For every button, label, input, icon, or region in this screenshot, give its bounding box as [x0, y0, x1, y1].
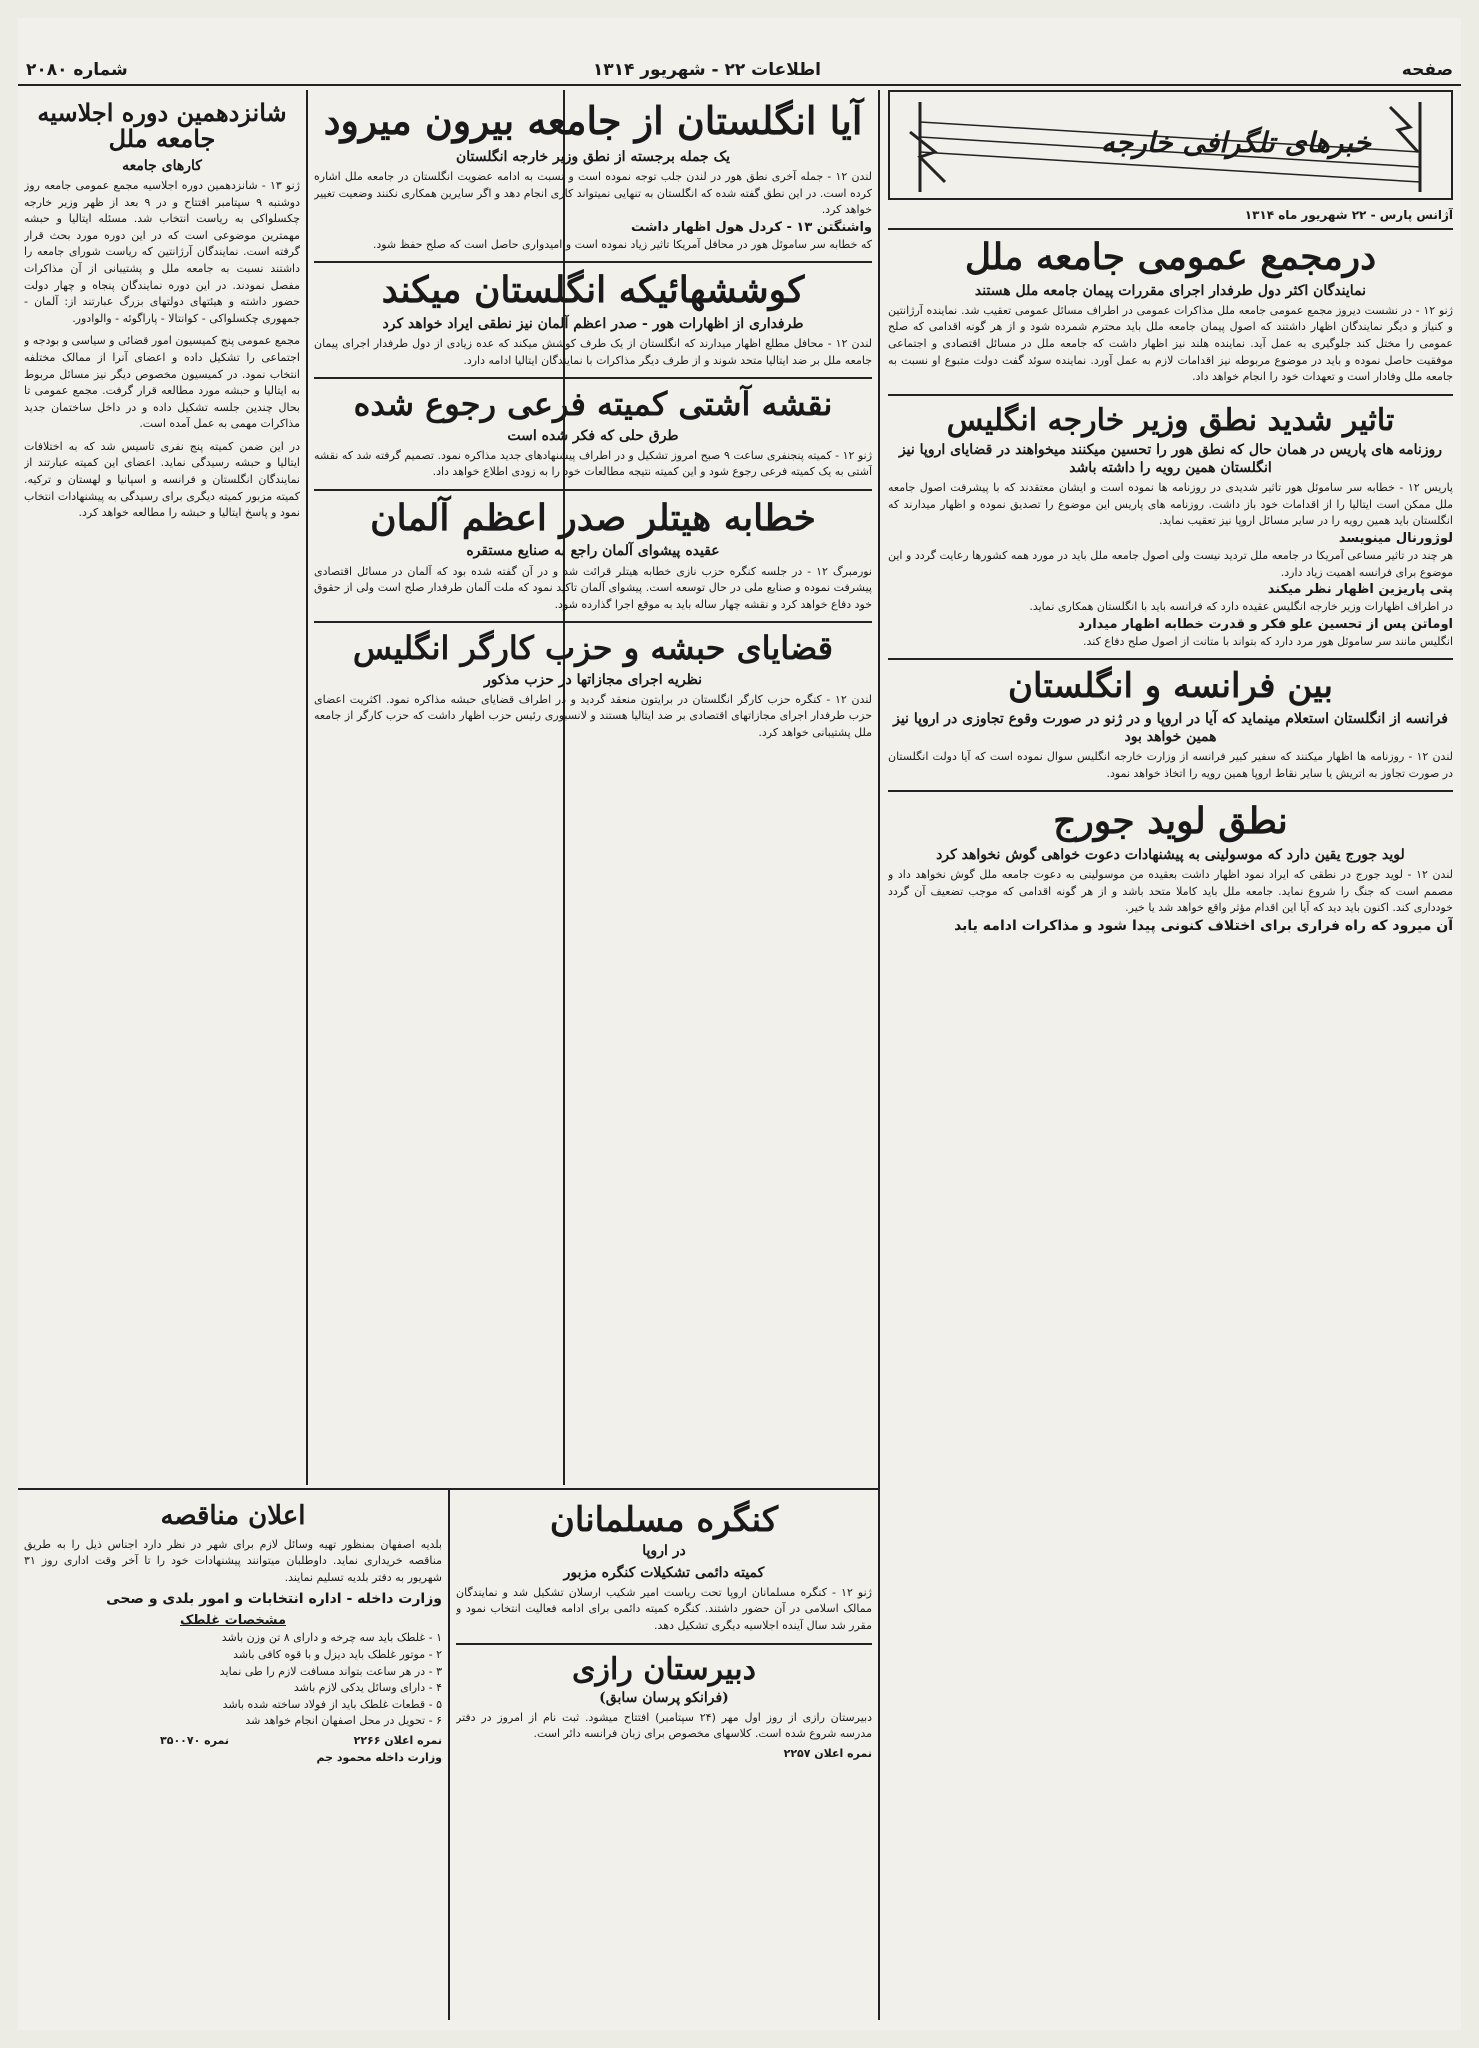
headline-hoare-speech: تاثیر شدید نطق وزیر خارجه انگلیس [946, 402, 1395, 438]
tender-body: بلدیه اصفهان بمنظور تهیه وسائل لازم برای شهر در نظر دارد اجناس ذیل را به طریق مناقصه خریداری نماید. داوطلبان میتوانند پیشنهادات خود را تا آخر وقت اداری روز ۳۱ شهریور به دفتر بلدیه تسلیم نمایند. [24, 1537, 442, 1584]
subsection-lejournal: لوژورنال مینویسد [1338, 530, 1453, 546]
headline-hitler-speech: خطابه هیتلر صدر اعظم آلمان [370, 496, 816, 539]
spec-item: ۴ - دارای وسائل یدکی لازم باشد [293, 1681, 442, 1695]
subhead-lloyd-george: لوید جورج یقین دارد که موسولینی به پیشنهادات دعوت خواهی گوش نخواهد کرد [936, 846, 1405, 863]
page-label: صفحه [1401, 60, 1453, 80]
subsection-petit-parisien: پتی پاریزین اظهار نظر میکند [1267, 582, 1453, 598]
spec-item: ۱ - غلطک باید سه چرخه و دارای ۸ تن وزن باشد [221, 1631, 442, 1645]
article-lloyd-george-end: آن میرود که راه فراری برای اختلاف کنونی پیدا شود و مذاکرات ادامه یابد [954, 917, 1453, 934]
section-title: خبرهای تلگرافی خارجه [1100, 126, 1371, 159]
issue-number: شماره ۲۰۸۰ [26, 60, 128, 80]
headline-assembly: درمجمع عمومی جامعه ملل [964, 236, 1377, 278]
tender-title: اعلان مناقصه [160, 1501, 306, 1531]
article-le-matin: انگلیس مانند سر ساموئل هور مرد دارد که بتواند با متانت از اصول صلح دفاع کند. [1082, 634, 1453, 648]
article-lejournal: هر چند در تاثیر مساعی آمریکا در جامعه ملل تردید نیست ولی اصول جامعه ملل باید در مورد همه کشورها رعایت گردد و این موضوع برای فرانسه اهمیت زیاد دارد. [888, 548, 1453, 579]
article-peace-plan: ژنو ۱۲ - کمیته پنجنفری ساعت ۹ صبح امروز تشکیل و در اطراف پیشنهادهای جدید مذاکره نمود. تصمیم گرفته شد که نقشه آشتی به یک کمیته فرعی رجوع شود و این کمیته نتیجه مطالعات خود را به زودی اطلاع خواهد داد. [314, 448, 872, 479]
foreign-news-column [888, 90, 1453, 2020]
subhead-assembly: نمایندگان اکثر دول طرفدار اجرای مقررات پیمان جامعه ملل هستند [974, 282, 1367, 299]
headline-england-efforts: کوششهائیکه انگلستان میکند [381, 269, 805, 312]
column-rule [448, 1490, 450, 2020]
headline-muslim-congress: کنگره مسلمانان [549, 1500, 779, 1540]
league-session-column [24, 90, 300, 1485]
tender-notice [24, 1496, 442, 2016]
spec-item: ۲ - موتور غلطک باید دیزل و با قوه کافی باشد [233, 1647, 442, 1661]
subhead-razi-school: (فرانکو پرسان سابق) [599, 1689, 729, 1706]
subhead-hoare-speech: روزنامه های پاریس در همان حال که نطق هور را تحسین میکنند میخواهند در قضایای اروپا نیز انگلستان همین رویه را داشته باشد [898, 441, 1443, 476]
subhead-england-league: یک جمله برجسته از نطق وزیر خارجه انگلستان [455, 148, 731, 165]
specs-title: مشخصات غلطک [179, 1613, 287, 1629]
newspaper-page [18, 18, 1461, 2030]
article-france-england: لندن ۱۲ - روزنامه ها اظهار میکنند که سفیر کبیر فرانسه از وزارت خارجه انگلیس سوال نموده است که آیا دولت انگلستان در صورت تجاوز به اتریش یا سایر نقاط اروپا همین رویه را اتخاذ خواهد نمود. [888, 750, 1453, 780]
agency-line: آژانس پارس - ۲۲ شهریور ماه ۱۳۱۴ [1244, 208, 1453, 222]
spec-item: ۶ - تحویل در محل اصفهان انجام خواهد شد [245, 1714, 442, 1728]
school-notice-number: نمره اعلان ۲۲۵۷ [783, 1746, 872, 1760]
congress-school-column [456, 1496, 872, 2016]
subhead-england-efforts: طرفداری از اظهارات هور - صدر اعظم آلمان نیز نطقی ایراد خواهد کرد [382, 315, 804, 332]
article-sixteenth-session: ژنو ۱۳ - شانزدهمین دوره اجلاسیه مجمع عمومی جامعه روز دوشنبه ۹ سپتامبر افتتاح و در ۹ بعد از ظهر وزیر خارجه چکسلواکی به ریاست انتخاب شد. مسئله ایتالیا و حبشه مهمترین موضوعی است که در این دوره مورد بحث قرار گرفته است. نمایندگان آرژانتین که ریاست شورای جامعه را داشتند نسبت به جامعه ملل و پشتیبانی از آن مذاکرات مفصل نمودند. در این دوره نمایندگان پنجاه و چهار دولت حضور داشته و هیئتهای دولتهای بزرگ عبارتند از: آلمان - جمهوری چکسلواکی - کوانتالا - پاراگوئه - والوادور. [24, 178, 300, 325]
article-england-league: لندن ۱۲ - جمله آخری نطق هور در لندن جلب توجه نموده است و نسبت به ادامه عضویت انگلستان در جامعه ملل اشاره کرده است. در این نطق گفته شده که انگلستان به تنهایی نمیتواند کاری انجام دهد و اگر سایرین همکاری نکنند وضعیت تغییر خواهد کرد. [314, 169, 872, 217]
article-petit-parisien: در اطراف اظهارات وزیر خارجه انگلیس عقیده دارد که فرانسه باید با انگلستان همکاری نماید. [1029, 600, 1453, 614]
headline-labour-party: قضایای حبشه و حزب کارگر انگلیس [352, 629, 834, 668]
subhead-permanent-committee: کمیته دائمی تشکیلات کنگره مزبور [563, 1564, 765, 1581]
spec-item: ۵ - قطعات غلطک باید از فولاد ساخته شده باشد [222, 1697, 442, 1711]
subhead-europe: در اروپا [642, 1543, 686, 1560]
subsection-le-matin: اوماتن پس از تحسین علو فکر و قدرت خطابه اظهار میدارد [1078, 616, 1453, 632]
headline-razi-school: دبیرستان رازی [572, 1651, 756, 1687]
column-rule [878, 90, 880, 2020]
headline-france-england: بین فرانسه و انگلستان [1008, 666, 1333, 707]
tender-footer [24, 1734, 442, 1747]
article-hoare-speech: پاریس ۱۲ - خطابه سر ساموئل هور تاثیر شدیدی در روزنامه ها نموده است و ایشان معتقدند که با پیشرفت اصول جامعه ملل ممکن است ایتالیا را از اقدامات خود باز داشت. روزنامه های پاریس این موضوع را تصدیق نموده و اظهار میدارند که انگلستان باید همین رویه را در سایر مسائل اروپا نیز تعقیب نماید. [888, 481, 1453, 528]
column-rule [306, 90, 308, 1485]
tender-signature: وزارت داخله محمود جم [316, 1750, 442, 1764]
subhead-labour-party: نظریه اجرای مجازاتها در حزب مذکور [483, 671, 703, 688]
tender-reference: نمره ۳۵۰۰۷۰ [160, 1733, 229, 1747]
article-sixteenth-session-2: مجمع عمومی پنج کمیسیون امور قضائی و سیاسی و بودجه و اجتماعی را تشکیل داده و اعضای آنرا از ممالک مختلفه انتخاب نمود. در کمیسیون مخصوص دیگر نیز مسائل مربوط به ایتالیا و حبشه مورد مطالعه قرار گرفت. مجمع عمومی تا بحال چندین جلسه تشکیل داده و در داخل ساختمان جدید مذاکرات مهمی به عمل آمده است. [24, 334, 300, 431]
section-logo [888, 90, 1453, 200]
headline-sixteenth-session: شانزدهمین دوره اجلاسیه جامعه ملل [37, 98, 287, 154]
headline-peace-plan: نقشه آشتی کمیته فرعی رجوع شده [353, 385, 833, 424]
article-england-efforts: لندن ۱۲ - محافل مطلع اظهار میدارند که انگلستان از یک طرف کوشش میکند که عده زیادی از دول طرفدار اجرای پیمان جامعه ملل بر ضد ایتالیا متحد شوند و از طرف دیگر مذاکرات با نمایندگان ایتالیا ادامه دارد. [314, 337, 872, 367]
middle-news-column [314, 90, 872, 1485]
headline-england-league: آیا انگلستان از جامعه بیرون میرود [323, 98, 863, 143]
article-muslim-congress: ژنو ۱۲ - کنگره مسلمانان اروپا تحت ریاست امیر شکیب ارسلان تشکیل شد و نمایندگان ممالک اسلامی در آن حضور داشتند. کنگره کمیته دائمی برای ادامه فعالیت انتخاب نمود و مقرر شد سال آینده اجلاسیه دیگری تشکیل دهد. [456, 1585, 872, 1632]
subhead-sixteenth-session: کارهای جامعه [122, 157, 202, 174]
spec-item: ۳ - در هر ساعت بتواند مسافت لازم را طی نماید [219, 1664, 442, 1678]
article-labour-party: لندن ۱۲ - کنگره حزب کارگر انگلستان در برایتون منعقد گردید و در اطراف قضایای حبشه مذاکره نمود. اکثریت اعضای حزب طرفدار اجرای مجازاتهای اقتصادی بر ضد ایتالیا هستند و لانسبوری رئیس حزب اظهار داشت که حزب کارگر از جامعه ملل پشتیبانی خواهد کرد. [314, 692, 872, 740]
subsection-washington: واشنگتن ۱۳ - کردل هول اظهار داشت [631, 219, 872, 235]
masthead [18, 58, 1461, 86]
subhead-peace-plan: طرق حلی که فکر شده است [507, 427, 679, 444]
subhead-france-england: فرانسه از انگلستان استعلام مینماید که آیا در اروپا و در ژنو در صورت وقوع تجاوزی در اروپا نیز همین خواهد بود [893, 710, 1448, 745]
article-razi-school: دبیرستان رازی از روز اول مهر (۲۴ سپتامبر) افتتاح میشود. ثبت نام از امروز در دفتر مدرسه شروع شده است. کلاسهای مخصوص برای زبان فرانسه دائر است. [456, 1710, 872, 1741]
tender-notice-number: نمره اعلان ۲۲۶۶ [353, 1733, 442, 1747]
article-assembly: ژنو ۱۲ - در نشست دیروز مجمع عمومی جامعه ملل مذاکرات عمومی در اطراف مسائل عمومی تعقیب شد. نماینده آرژانتین و کنیاز و دیگر نمایندگان اظهار داشتند که اصول پیمان جامعه ملل باید محترم شمرده شود و از هر گونه اقدامی که صلح عمومی را مختل کند جلوگیری به عمل آید. نماینده هلند نیز اظهار داشت که جامعه ملل در مسائل اقتصادی و اجتماعی موفقیت حاصل نموده و باید در موضوع مربوطه نیز اقدامات لازم به عمل آورد. نماینده سوئد گفت دولت متبوع او نسبت به جامعه ملل وفادار است و تعهدات خود را انجام خواهد داد. [888, 303, 1453, 384]
paper-date: اطلاعات ۲۲ - شهریور ۱۳۱۴ [592, 60, 821, 80]
subhead-hitler-speech: عقیده پیشوای آلمان راجع به صنایع مستقره [466, 543, 720, 560]
article-washington: که خطابه سر ساموئل هور در محافل آمریکا تاثیر زیاد نموده است و امیدواری حاصل است که صلح حفظ شود. [372, 237, 872, 251]
article-hitler-speech: نورمبرگ ۱۲ - در جلسه کنگره حزب نازی خطابه هیتلر قرائت شد و در آن گفته شده بود که آلمان در مسائل اقتصادی پیشرفت نموده و صنایع ملی در حال توسعه است. پیشوای آلمان تاکید نمود که ملت آلمان طرفدار صلح است ولی از حقوق خود دفاع خواهد کرد و نقشه چهار ساله باید به موقع اجرا گذارده شود. [314, 564, 872, 611]
article-sixteenth-session-3: در این ضمن کمیته پنج نفری تاسیس شد که به اختلافات ایتالیا و حبشه رسیدگی نماید. اعضای این کمیته عبارتند از نمایندگان انگلستان و فرانسه و اسپانیا و لهستان و ترکیه. کمیته مزبور کمیته دیگری برای رسیدگی به پیشنهادات انتخاب نمود و پاسخ ایتالیا و حبشه را مطالعه خواهد کرد. [24, 439, 300, 520]
tender-ministry: وزارت داخله - اداره انتخابات و امور بلدی و صحی [106, 1591, 442, 1608]
article-lloyd-george: لندن ۱۲ - لوید جورج در نطقی که ایراد نمود اظهار داشت بعقیده من موسولینی به دعوت جامعه ملل گوش نخواهد داد و مصمم است که جنگ را شروع نماید. جامعه ملل باید کاملا متحد باشد و از هر گونه اقدامی که موجب تضعیف آن گردد خودداری کند. اکنون باید دید که آیا این اقدام مؤثر واقع خواهد شد یا خیر. [888, 868, 1453, 915]
headline-lloyd-george: نطق لوید جورج [1053, 800, 1288, 843]
